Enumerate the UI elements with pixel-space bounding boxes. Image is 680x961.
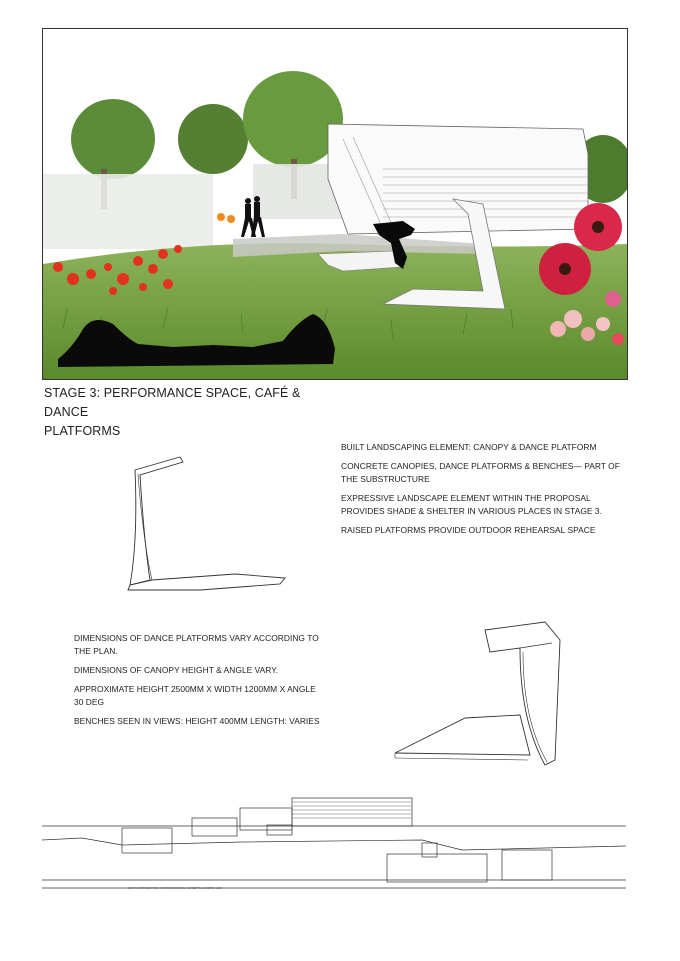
perspective-render [42, 28, 628, 380]
site-elevation-svg [42, 770, 626, 890]
stage-title-line-1: STAGE 3: PERFORMANCE SPACE, CAFÉ & DANCE [44, 386, 301, 419]
canopy-sketch-perspective [380, 610, 600, 775]
canopy-notes [341, 441, 631, 543]
note-item: EXPRESSIVE LANDSCAPE ELEMENT WITHIN THE PROPOSAL PROVIDES SHADE & SHELTER IN VARIOUS PLACES IN STAGE 3. [341, 493, 602, 516]
note-item: APPROXIMATE HEIGHT 2500MM X WIDTH 1200MM X ANGLE 30 DEG [74, 684, 316, 707]
stage-title-line-2: PLATFORMS [44, 424, 121, 438]
note-item: BENCHES SEEN IN VIEWS: HEIGHT 400MM LENGTH: VARIES [74, 716, 320, 726]
site-elevation [42, 770, 626, 890]
note-item: RAISED PLATFORMS PROVIDE OUTDOOR REHEARSAL SPACE [341, 525, 596, 535]
canopy-sketch-front [80, 420, 305, 605]
elevation-caption: SOUTH EAST ELEVATION / SHARED BUILDINGS / CONCEPTUAL SKETCH 1:500 [128, 887, 222, 890]
dimension-notes [74, 632, 324, 734]
note-item: DIMENSIONS OF DANCE PLATFORMS VARY ACCORDING TO THE PLAN. [74, 633, 319, 656]
canopy-sketch-front-svg [80, 420, 305, 605]
building [328, 124, 588, 234]
note-item: DIMENSIONS OF CANOPY HEIGHT & ANGLE VARY. [74, 665, 279, 675]
note-item: CONCRETE CANOPIES, DANCE PLATFORMS & BENCHES— PART OF THE SUBSTRUCTURE [341, 461, 620, 484]
orange-flowers [217, 213, 235, 223]
note-item: BUILT LANDSCAPING ELEMENT: CANOPY & DANCE PLATFORM [341, 442, 597, 452]
canopy-sketch-perspective-svg [380, 610, 600, 775]
render-scene [43, 29, 627, 379]
